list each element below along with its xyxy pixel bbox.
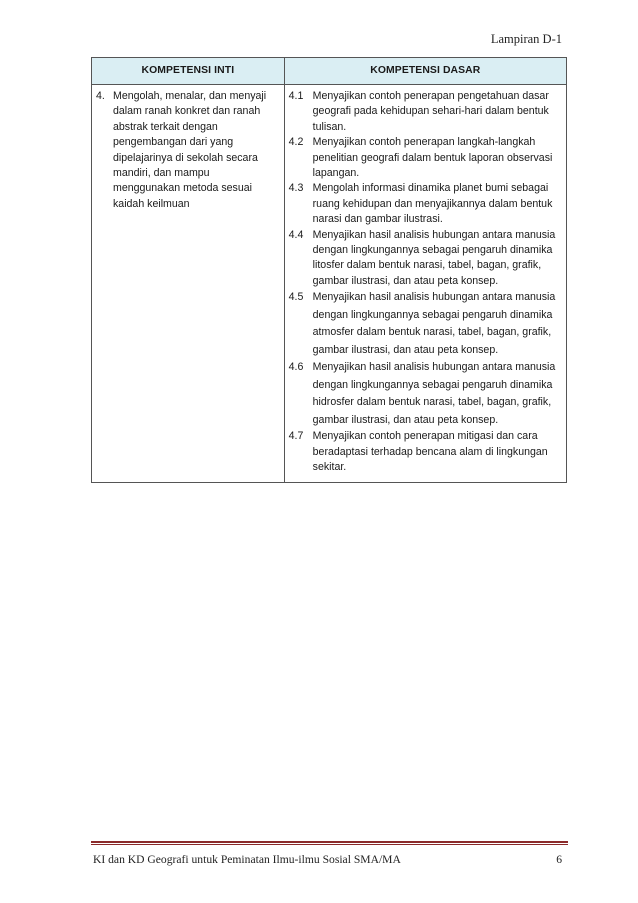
kd-item-4-4 bbox=[289, 228, 562, 290]
kd-cell bbox=[284, 85, 566, 483]
kd-item-4-2 bbox=[289, 135, 562, 181]
kd-line: Menyajikan contoh penerapan pengetahuan dasar bbox=[312, 90, 549, 102]
kd-line: dengan lingkungannya sebagai pengaruh dinamika bbox=[312, 308, 553, 321]
kd-text bbox=[313, 228, 562, 290]
kd-line: narasi dan gambar ilustrasi. bbox=[312, 213, 443, 226]
ki-line: kaidah keilmuan bbox=[113, 197, 190, 210]
footer-divider bbox=[91, 841, 568, 843]
ki-item bbox=[96, 89, 280, 212]
kd-line: Menyajikan contoh penerapan mitigasi dan cara bbox=[312, 430, 538, 443]
kd-number: 4.7 bbox=[288, 430, 304, 443]
ki-line: abstrak terkait dengan bbox=[113, 120, 218, 133]
kd-text bbox=[313, 181, 562, 227]
kd-line: Menyajikan hasil analisis hubungan antara manusia bbox=[312, 291, 556, 304]
footer-title: KI dan KD Geografi untuk Peminatan Ilmu-ilmu Sosial SMA/MA bbox=[93, 853, 401, 866]
kd-line: sekitar. bbox=[312, 461, 347, 474]
ki-cell bbox=[92, 85, 285, 483]
header-kompetensi-dasar: KOMPETENSI DASAR bbox=[284, 58, 566, 85]
kd-line: hidrosfer dalam bentuk narasi, tabel, bagan, grafik, bbox=[312, 396, 552, 409]
competency-table bbox=[91, 57, 567, 483]
kd-line: gambar ilustrasi, dan atau peta konsep. bbox=[312, 413, 499, 426]
ki-text bbox=[113, 89, 280, 212]
ki-line: dalam ranah konkret dan ranah bbox=[113, 105, 261, 118]
kd-line: lapangan. bbox=[312, 167, 360, 180]
kd-number: 4.4 bbox=[288, 228, 304, 241]
kd-line: penelitian geografi dalam bentuk laporan observasi bbox=[312, 151, 553, 164]
kd-item-4-3 bbox=[289, 181, 562, 227]
kd-number: 4.2 bbox=[288, 136, 304, 149]
kd-line: geografi pada kehidupan sehari-hari dalam bentuk bbox=[312, 105, 549, 118]
kd-line: beradaptasi terhadap bencana alam di lingkungan bbox=[312, 445, 548, 458]
kd-text bbox=[313, 429, 562, 475]
kd-line: dengan lingkungannya sebagai pengaruh dinamika bbox=[312, 378, 553, 391]
ki-line: dipelajarinya di sekolah secara bbox=[113, 151, 258, 164]
kd-line: Menyajikan hasil analisis hubungan antara manusia bbox=[312, 361, 556, 374]
kd-number: 4.3 bbox=[288, 182, 304, 195]
kd-line: Menyajikan hasil analisis hubungan antara manusia bbox=[312, 228, 556, 241]
ki-line: pengembangan dari yang bbox=[113, 136, 234, 149]
ki-line: menggunakan metoda sesuai bbox=[113, 182, 252, 195]
footer-divider-thin bbox=[91, 844, 568, 845]
kd-text bbox=[313, 289, 562, 359]
ki-number: 4. bbox=[96, 90, 105, 102]
kd-text bbox=[313, 359, 562, 429]
kd-number: 4.5 bbox=[288, 291, 304, 304]
kd-number: 4.6 bbox=[288, 361, 304, 374]
kd-line: Menyajikan contoh penerapan langkah-langkah bbox=[312, 136, 536, 149]
kd-line: tulisan. bbox=[312, 120, 347, 133]
header-kompetensi-inti: KOMPETENSI INTI bbox=[92, 58, 285, 85]
kd-item-4-5 bbox=[289, 289, 562, 359]
kd-line: Mengolah informasi dinamika planet bumi sebagai bbox=[312, 182, 549, 195]
attachment-label: Lampiran D-1 bbox=[490, 32, 562, 46]
kd-line: gambar ilustrasi, dan atau peta konsep. bbox=[312, 343, 499, 356]
kd-item-4-6 bbox=[289, 359, 562, 429]
kd-line: litosfer dalam bentuk narasi, tabel, bagan, grafik, bbox=[312, 259, 542, 272]
kd-item-4-7 bbox=[289, 429, 562, 475]
kd-text bbox=[313, 89, 562, 135]
kd-line: dengan lingkungannya sebagai pengaruh dinamika bbox=[312, 244, 553, 257]
kd-item-4-1 bbox=[289, 89, 562, 135]
table-row bbox=[92, 85, 567, 483]
page-number: 6 bbox=[556, 853, 562, 866]
kd-text bbox=[313, 135, 562, 181]
kd-line: gambar ilustrasi, dan atau peta konsep. bbox=[312, 274, 499, 287]
kd-line: ruang kehidupan dan menyajikannya dalam bentuk bbox=[312, 197, 553, 210]
ki-line: mandiri, dan mampu bbox=[113, 167, 210, 180]
ki-line: Mengolah, menalar, dan menyaji bbox=[113, 90, 267, 102]
kd-line: atmosfer dalam bentuk narasi, tabel, bagan, grafik, bbox=[312, 326, 552, 339]
kd-number: 4.1 bbox=[288, 90, 304, 102]
table-header-row bbox=[92, 58, 567, 85]
